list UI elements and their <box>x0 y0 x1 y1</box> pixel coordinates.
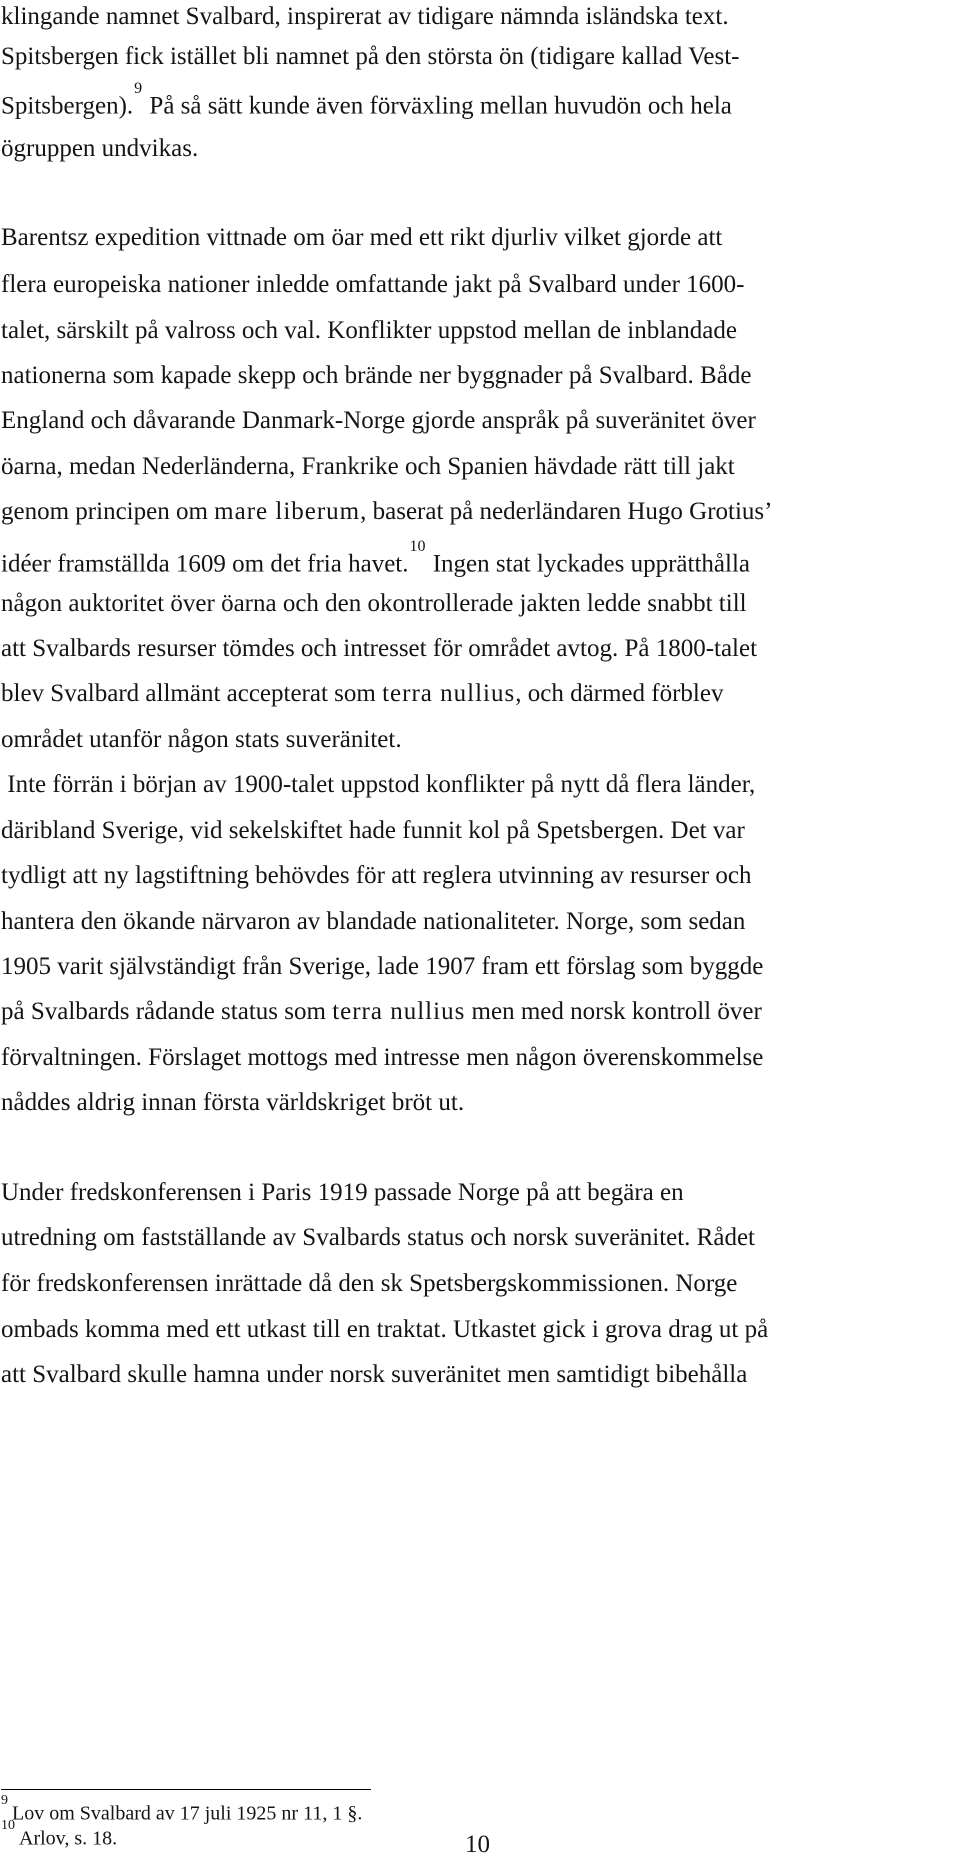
text-segment: Ingen stat lyckades upprätthålla <box>426 550 750 578</box>
text-line <box>1 679 723 709</box>
text-line: att Svalbards resurser tömdes och intresset för området avtog. På 1800-talet <box>1 635 758 662</box>
footnote-text: Lov om Svalbard av 17 juli 1925 nr 11, 1 §. <box>12 1802 363 1825</box>
text-line: England och dåvarande Danmark-Norge gjorde anspråk på suveränitet över <box>1 407 756 434</box>
text-line: klingande namnet Svalbard, inspirerat av tidigare nämnda isländska text. <box>1 3 729 30</box>
latin-term: terra nullius <box>382 680 516 707</box>
latin-term: terra nullius <box>332 998 466 1025</box>
text-line <box>1 997 762 1027</box>
text-line: nationerna som kapade skepp och brände ner byggnader på Svalbard. Både <box>1 362 752 389</box>
text-segment: genom principen om <box>1 498 215 525</box>
footnote-reference: 10 <box>409 538 426 555</box>
text-segment: , och därmed förblev <box>515 680 724 707</box>
footnote-text: Arlov, s. 18. <box>19 1827 118 1850</box>
text-line: flera europeiska nationer inledde omfattande jakt på Svalbard under 1600- <box>1 271 745 298</box>
text-line: området utanför någon stats suveränitet. <box>1 726 402 753</box>
text-line <box>1 497 772 527</box>
text-line <box>1 80 732 120</box>
text-line: däribland Sverige, vid sekelskiftet hade funnit kol på Spetsbergen. Det var <box>1 817 745 844</box>
text-line: Barentsz expedition vittnade om öar med ett rikt djurliv vilket gjorde att <box>1 224 723 251</box>
text-line <box>1 538 750 578</box>
text-line: 1905 varit självständigt från Sverige, lade 1907 fram ett förslag som byggde <box>1 953 764 980</box>
text-line: någon auktoritet över öarna och den okontrollerade jakten ledde snabbt till <box>1 590 747 617</box>
text-line: ombads komma med ett utkast till en traktat. Utkastet gick i grova drag ut på <box>1 1316 769 1343</box>
text-line: nåddes aldrig innan första världskriget bröt ut. <box>1 1089 465 1116</box>
footnote-10 <box>1 1818 118 1851</box>
footnote-number: 9 <box>1 1793 8 1808</box>
text-segment: på Svalbards rådande status som <box>1 998 333 1025</box>
page-number: 10 <box>465 1831 490 1858</box>
text-line: tydligt att ny lagstiftning behövdes för att reglera utvinning av resurser och <box>1 862 752 889</box>
text-line: ögruppen undvikas. <box>1 135 199 162</box>
footnote-number: 10 <box>1 1818 15 1833</box>
text-segment: , baserat på nederländaren Hugo Grotius’ <box>360 498 773 525</box>
footnote-reference: 9 <box>134 80 143 97</box>
text-segment: På så sätt kunde även förväxling mellan huvudön och hela <box>143 92 732 120</box>
text-line: öarna, medan Nederländerna, Frankrike och Spanien hävdade rätt till jakt <box>1 453 735 480</box>
text-segment: men med norsk kontroll över <box>465 998 762 1025</box>
text-line: utredning om fastställande av Svalbards status och norsk suveränitet. Rådet <box>1 1224 755 1251</box>
text-line: talet, särskilt på valross och val. Konflikter uppstod mellan de inblandade <box>1 317 737 344</box>
footnote-separator <box>1 1789 371 1790</box>
text-line: för fredskonferensen inrättade då den sk Spetsbergskommissionen. Norge <box>1 1270 738 1297</box>
text-line: Inte förrän i början av 1900-talet uppstod konflikter på nytt då flera länder, <box>1 771 756 798</box>
text-segment: idéer framställda 1609 om det fria havet. <box>1 550 409 578</box>
text-segment: Spitsbergen). <box>1 92 134 120</box>
latin-term: mare liberum <box>214 498 361 525</box>
text-line: att Svalbard skulle hamna under norsk suveränitet men samtidigt bibehålla <box>1 1361 748 1388</box>
text-line: hantera den ökande närvaron av blandade nationaliteter. Norge, som sedan <box>1 908 746 935</box>
text-segment: blev Svalbard allmänt accepterat som <box>1 680 383 707</box>
text-line: Spitsbergen fick istället bli namnet på den största ön (tidigare kallad Vest- <box>1 43 740 70</box>
text-line: Under fredskonferensen i Paris 1919 passade Norge på att begära en <box>1 1179 684 1206</box>
text-line: förvaltningen. Förslaget mottogs med intresse men någon överenskommelse <box>1 1044 764 1071</box>
